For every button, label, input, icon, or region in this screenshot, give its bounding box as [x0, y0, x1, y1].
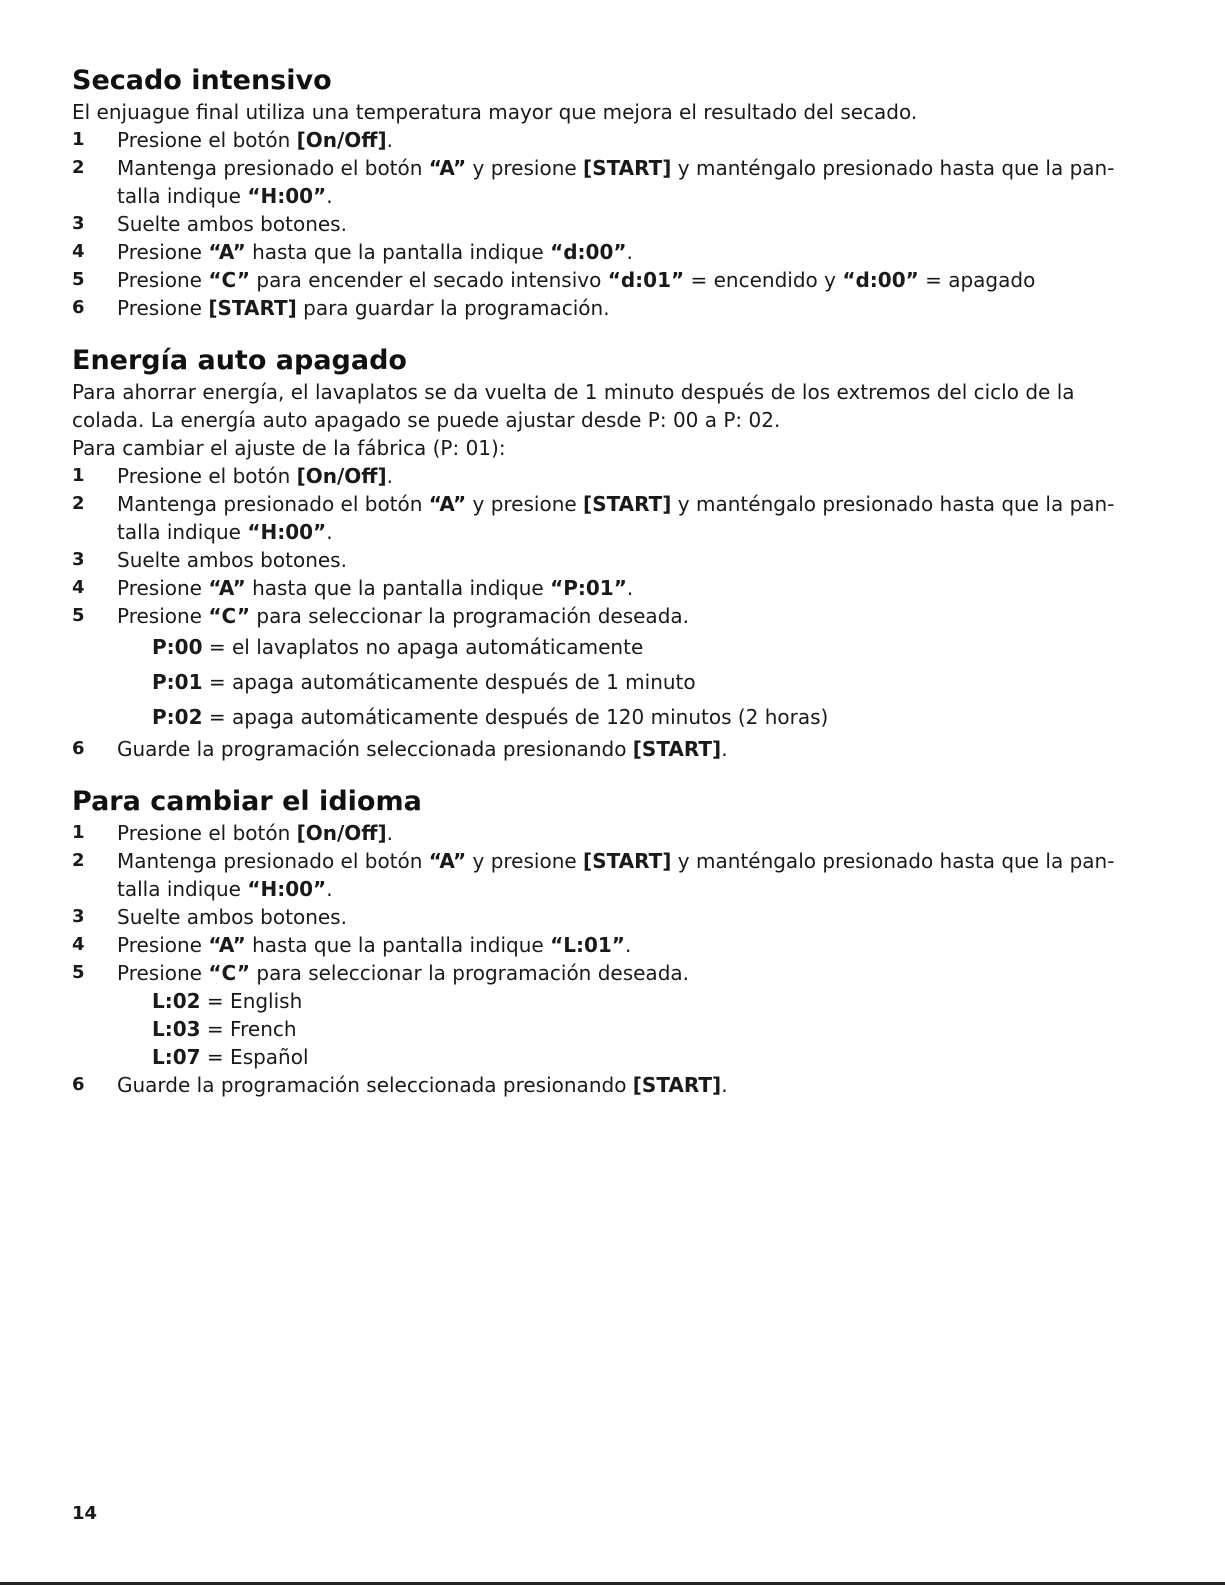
- step-item: 6 Guarde la programación seleccionada presionando [START].: [72, 1073, 728, 1097]
- step-number: 6: [72, 297, 85, 318]
- step-number: 2: [72, 493, 85, 514]
- section-intro: El enjuague final utiliza una temperatura mayor que mejora el resultado del secado.: [72, 100, 918, 124]
- option-line: P:00 = el lavaplatos no apaga automáticamente: [152, 635, 644, 659]
- steps-list: [72, 462, 1152, 630]
- step-number: 4: [72, 241, 85, 262]
- step-item: 3 Suelte ambos botones.: [72, 548, 347, 572]
- step-item: 1 Presione el botón [On/Off].: [72, 128, 393, 152]
- step-number: 1: [72, 129, 85, 150]
- section-secado-intensivo: [72, 64, 1152, 322]
- steps-list: [72, 819, 1152, 987]
- step-item: 1 Presione el botón [On/Off].: [72, 464, 393, 488]
- step-number: 2: [72, 850, 85, 871]
- option-line: P:01 = apaga automáticamente después de 1 minuto: [152, 670, 696, 694]
- step-item: 6 Presione [START] para guardar la programación.: [72, 296, 610, 320]
- step-item: 2 Mantenga presionado el botón “A” y presione [START] y manténgalo presionado hasta que la pan-talla indique “H:00”.: [72, 492, 1115, 544]
- step-number: 6: [72, 738, 85, 759]
- steps-list-last: [72, 1071, 1152, 1099]
- step-number: 2: [72, 157, 85, 178]
- step-item: 5 Presione “C” para seleccionar la programación deseada.: [72, 961, 689, 985]
- step-number: 5: [72, 605, 85, 626]
- section-title: Para cambiar el idioma: [72, 786, 422, 817]
- page-content: [72, 64, 1152, 1121]
- step-item: 3 Suelte ambos botones.: [72, 212, 347, 236]
- step-number: 3: [72, 549, 85, 570]
- step-item: 4 Presione “A” hasta que la pantalla indique “L:01”.: [72, 933, 632, 957]
- section-intro-2: Para cambiar el ajuste de la fábrica (P: 01):: [72, 436, 506, 460]
- page-number: 14: [72, 1503, 98, 1524]
- step-item: 5 Presione “C” para seleccionar la programación deseada.: [72, 604, 689, 628]
- step-number: 3: [72, 213, 85, 234]
- steps-list-last: [72, 735, 1152, 763]
- step-item: 5 Presione “C” para encender el secado intensivo “d:01” = encendido y “d:00” = apagado: [72, 268, 1036, 292]
- step-number: 1: [72, 822, 85, 843]
- step-item: 1 Presione el botón [On/Off].: [72, 821, 393, 845]
- option-line: L:02 = English: [152, 989, 303, 1013]
- steps-list: [72, 126, 1152, 322]
- step-number: 5: [72, 269, 85, 290]
- step-number: 3: [72, 906, 85, 927]
- section-energia-auto-apagado: [72, 344, 1152, 763]
- option-line: L:07 = Español: [152, 1045, 309, 1069]
- step-number: 1: [72, 465, 85, 486]
- section-title: Secado intensivo: [72, 65, 332, 96]
- step-item: 3 Suelte ambos botones.: [72, 905, 347, 929]
- step-item: 4 Presione “A” hasta que la pantalla indique “d:00”.: [72, 240, 633, 264]
- step-item: 2 Mantenga presionado el botón “A” y presione [START] y manténgalo presionado hasta que la pan-talla indique “H:00”.: [72, 156, 1115, 208]
- option-line: L:03 = French: [152, 1017, 297, 1041]
- step-number: 6: [72, 1074, 85, 1095]
- section-intro: Para ahorrar energía, el lavaplatos se da vuelta de 1 minuto después de los extremos del ciclo de la colada. La energía auto apagado se puede ajustar desde P: 00 a P: 02.: [72, 380, 1075, 432]
- step-item: 6 Guarde la programación seleccionada presionando [START].: [72, 737, 728, 761]
- step-item: 2 Mantenga presionado el botón “A” y presione [START] y manténgalo presionado hasta que la pan-talla indique “H:00”.: [72, 849, 1115, 901]
- section-cambiar-idioma: [72, 785, 1152, 1099]
- section-title: Energía auto apagado: [72, 345, 407, 376]
- step-item: 4 Presione “A” hasta que la pantalla indique “P:01”.: [72, 576, 634, 600]
- option-line: P:02 = apaga automáticamente después de 120 minutos (2 horas): [152, 705, 829, 729]
- step-number: 4: [72, 577, 85, 598]
- step-number: 4: [72, 934, 85, 955]
- step-number: 5: [72, 962, 85, 983]
